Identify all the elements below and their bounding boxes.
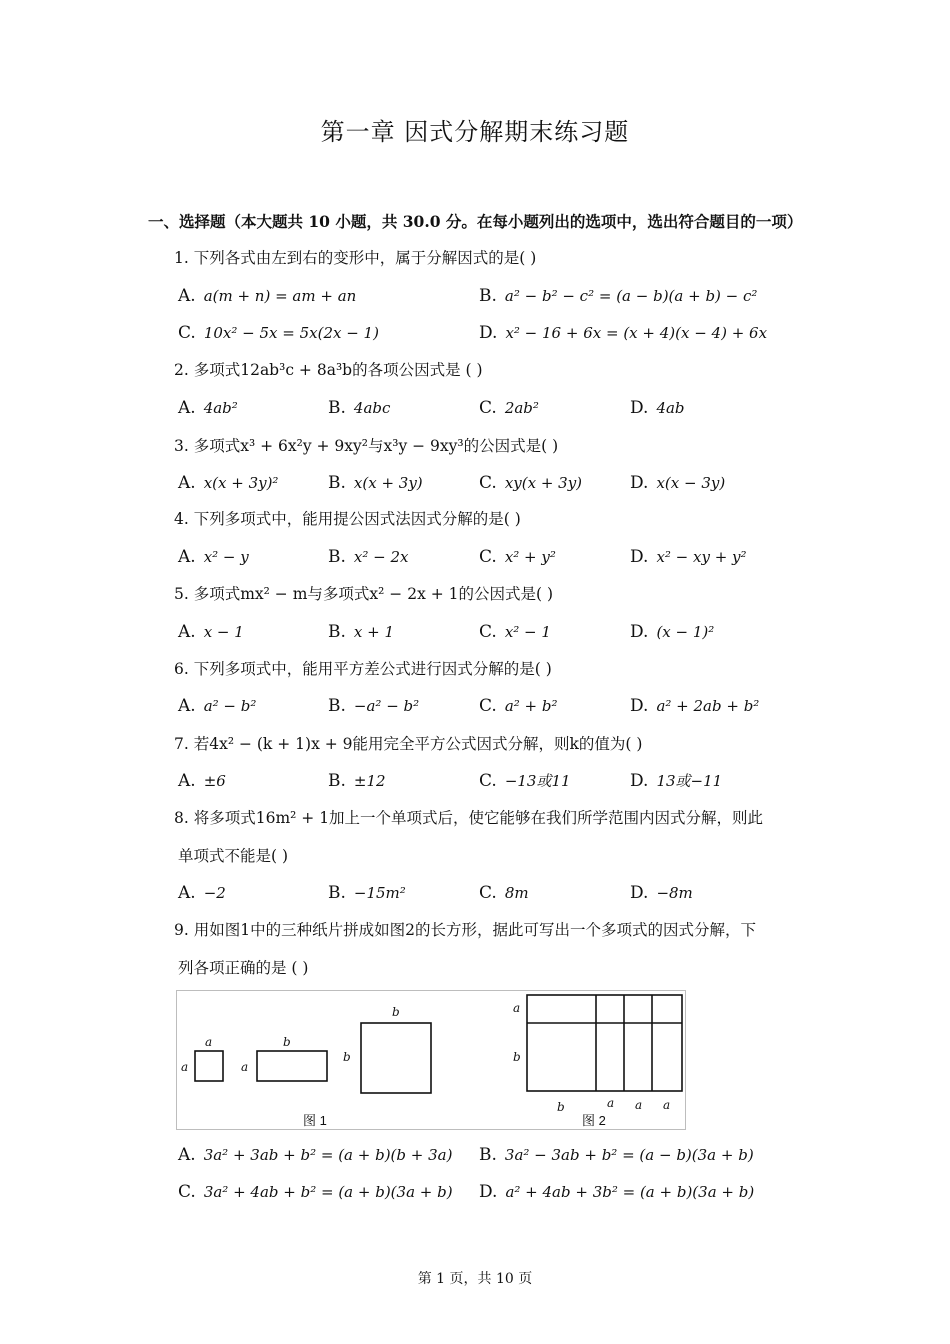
fig2-label-a-bottom-1: a: [607, 1096, 615, 1110]
option-text: 4abc: [353, 399, 391, 417]
option-text: 3a² + 3ab + b² = (a + b)(b + 3a): [203, 1146, 453, 1164]
option-label: D.: [630, 696, 649, 716]
option-label: D.: [630, 398, 649, 418]
question-9-stem-continued: 列各项正确的是 ( ): [178, 959, 309, 977]
option-text: x(x + 3y): [353, 474, 423, 492]
q3-option-a: [178, 471, 278, 495]
option-text: 4ab: [656, 399, 685, 417]
q1-option-b: [479, 284, 757, 308]
option-label: D.: [479, 1182, 498, 1202]
question-8-stem: 8. 将多项式16m² + 1加上一个单项式后，使它能够在我们所学范围内因式分解，则此: [174, 809, 764, 827]
question-9-figure: [176, 990, 686, 1130]
q6-option-d: [630, 694, 759, 718]
option-text: x² − xy + y²: [656, 548, 747, 566]
option-text: a² − b²: [203, 697, 257, 715]
option-text: −a² − b²: [353, 697, 420, 715]
option-text: x² − y: [203, 548, 249, 566]
option-text: x(x + 3y)²: [203, 474, 279, 492]
option-text: a² − b² − c² = (a − b)(a + b) − c²: [504, 287, 758, 305]
option-label: A.: [178, 547, 196, 567]
question-4-stem: 4. 下列多项式中，能用提公因式法因式分解的是( ): [174, 510, 521, 528]
option-label: A.: [178, 696, 196, 716]
option-label: B.: [328, 473, 346, 493]
question-1-stem: 1. 下列各式由左到右的变形中，属于分解因式的是( ): [174, 249, 537, 267]
q4-option-a: [178, 545, 249, 569]
option-label: B.: [328, 696, 346, 716]
fig1-caption: 图 1: [303, 1113, 327, 1128]
q2-option-d: [630, 396, 685, 420]
option-label: B.: [328, 883, 346, 903]
option-label: B.: [328, 771, 346, 791]
option-label: A.: [178, 286, 196, 306]
option-text: x + 1: [353, 623, 395, 641]
q7-option-a: [178, 769, 226, 793]
option-label: C.: [479, 398, 497, 418]
q3-option-c: [479, 471, 582, 495]
option-label: C.: [479, 696, 497, 716]
q9-option-c: [178, 1180, 453, 1204]
question-9-stem: 9. 用如图1中的三种纸片拼成如图2的长方形，据此可写出一个多项式的因式分解，下: [174, 921, 756, 939]
question-8-stem-continued: 单项式不能是( ): [178, 847, 289, 865]
q1-option-d: [479, 321, 767, 345]
fig2-label-a-left: a: [513, 1001, 521, 1015]
q4-option-b: [328, 545, 409, 569]
q6-option-b: [328, 694, 419, 718]
option-text: 2ab²: [504, 399, 539, 417]
option-label: D.: [630, 771, 649, 791]
q6-option-a: [178, 694, 256, 718]
q7-option-c: [479, 769, 571, 793]
option-label: C.: [479, 883, 497, 903]
q1-option-a: [178, 284, 356, 308]
option-text: a² + 4ab + 3b² = (a + b)(3a + b): [505, 1183, 755, 1201]
q9-option-b: [479, 1143, 754, 1167]
fig1-large-square: [361, 1023, 431, 1093]
fig2-label-a-bottom-3: a: [663, 1098, 671, 1112]
option-text: ±6: [203, 772, 226, 790]
option-label: D.: [630, 622, 649, 642]
fig1-label-a-left: a: [181, 1060, 189, 1074]
q4-option-d: [630, 545, 747, 569]
fig1-label-b-top: b: [283, 1035, 291, 1049]
q7-option-b: [328, 769, 386, 793]
option-text: 4ab²: [203, 399, 238, 417]
fig2-caption: 图 2: [582, 1113, 606, 1128]
question-2-stem: 2. 多项式12ab³c + 8a³b的各项公因式是 ( ): [174, 361, 483, 379]
option-label: B.: [328, 547, 346, 567]
option-label: B.: [328, 622, 346, 642]
q5-option-c: [479, 620, 551, 644]
q8-option-a: [178, 881, 226, 905]
option-label: B.: [479, 1145, 497, 1165]
option-text: −15m²: [353, 884, 406, 902]
option-text: −2: [203, 884, 226, 902]
fig2-label-b-left: b: [513, 1050, 521, 1064]
option-text: x(x − 3y): [656, 474, 726, 492]
figure-drawing: [177, 991, 687, 1131]
option-text: x² − 16 + 6x = (x + 4)(x − 4) + 6x: [505, 324, 768, 342]
option-text: 8m: [504, 884, 529, 902]
q2-option-b: [328, 396, 390, 420]
option-text: a² + 2ab + b²: [656, 697, 760, 715]
option-label: B.: [479, 286, 497, 306]
fig1-label-a-rect: a: [241, 1060, 249, 1074]
option-label: A.: [178, 473, 196, 493]
page-footer: 第 1 页，共 10 页: [417, 1271, 533, 1287]
question-6-stem: 6. 下列多项式中，能用平方差公式进行因式分解的是( ): [174, 660, 552, 678]
q9-option-a: [178, 1143, 452, 1167]
fig1-small-square: [195, 1051, 223, 1081]
option-label: C.: [479, 771, 497, 791]
option-label: D.: [479, 323, 498, 343]
option-text: −13或11: [504, 772, 571, 790]
q2-option-a: [178, 396, 238, 420]
option-label: B.: [328, 398, 346, 418]
question-5-stem: 5. 多项式mx² − m与多项式x² − 2x + 1的公因式是( ): [174, 585, 554, 603]
fig2-label-a-bottom-2: a: [635, 1098, 643, 1112]
fig2-label-b-bottom: b: [557, 1100, 565, 1114]
q1-option-c: [178, 321, 379, 345]
option-label: C.: [178, 1182, 196, 1202]
option-text: −8m: [656, 884, 693, 902]
fig1-label-b-square-left: b: [343, 1050, 351, 1064]
option-text: ±12: [353, 772, 386, 790]
option-text: x² − 2x: [353, 548, 409, 566]
section-heading: 一、选择题（本大题共 10 小题，共 30.0 分。在每小题列出的选项中，选出符合题目的一项）: [148, 212, 803, 231]
option-text: (x − 1)²: [656, 623, 715, 641]
option-text: a(m + n) = am + an: [203, 287, 357, 305]
option-text: xy(x + 3y): [504, 474, 583, 492]
question-7-stem: 7. 若4x² − (k + 1)x + 9能用完全平方公式因式分解，则k的值为( ): [174, 735, 643, 753]
q6-option-c: [479, 694, 558, 718]
option-text: 3a² − 3ab + b² = (a − b)(3a + b): [504, 1146, 754, 1164]
option-label: A.: [178, 398, 196, 418]
option-text: x − 1: [203, 623, 244, 641]
option-text: 3a² + 4ab + b² = (a + b)(3a + b): [203, 1183, 453, 1201]
option-text: x² − 1: [504, 623, 551, 641]
fig1-label-b-square-top: b: [392, 1005, 400, 1019]
q8-option-c: [479, 881, 529, 905]
option-text: 13或−11: [656, 772, 723, 790]
option-label: D.: [630, 883, 649, 903]
q3-option-b: [328, 471, 423, 495]
option-label: D.: [630, 473, 649, 493]
page-title: 第一章 因式分解期末练习题: [320, 118, 630, 146]
option-text: x² + y²: [504, 548, 556, 566]
q8-option-d: [630, 881, 693, 905]
option-text: 10x² − 5x = 5x(2x − 1): [203, 324, 379, 342]
q8-option-b: [328, 881, 406, 905]
fig1-label-a-top: a: [205, 1035, 213, 1049]
option-label: C.: [479, 622, 497, 642]
q5-option-a: [178, 620, 244, 644]
question-3-stem: 3. 多项式x³ + 6x²y + 9xy²与x³y − 9xy³的公因式是( ): [174, 437, 559, 455]
option-label: C.: [178, 323, 196, 343]
fig2-outer-rectangle: [527, 995, 682, 1091]
option-label: A.: [178, 1145, 196, 1165]
q5-option-d: [630, 620, 714, 644]
q9-option-d: [479, 1180, 754, 1204]
q7-option-d: [630, 769, 722, 793]
option-label: C.: [479, 473, 497, 493]
q3-option-d: [630, 471, 725, 495]
option-label: C.: [479, 547, 497, 567]
fig1-rectangle: [257, 1051, 327, 1081]
option-text: a² + b²: [504, 697, 558, 715]
q5-option-b: [328, 620, 394, 644]
option-label: A.: [178, 883, 196, 903]
option-label: A.: [178, 622, 196, 642]
q4-option-c: [479, 545, 556, 569]
q2-option-c: [479, 396, 539, 420]
option-label: D.: [630, 547, 649, 567]
option-label: A.: [178, 771, 196, 791]
